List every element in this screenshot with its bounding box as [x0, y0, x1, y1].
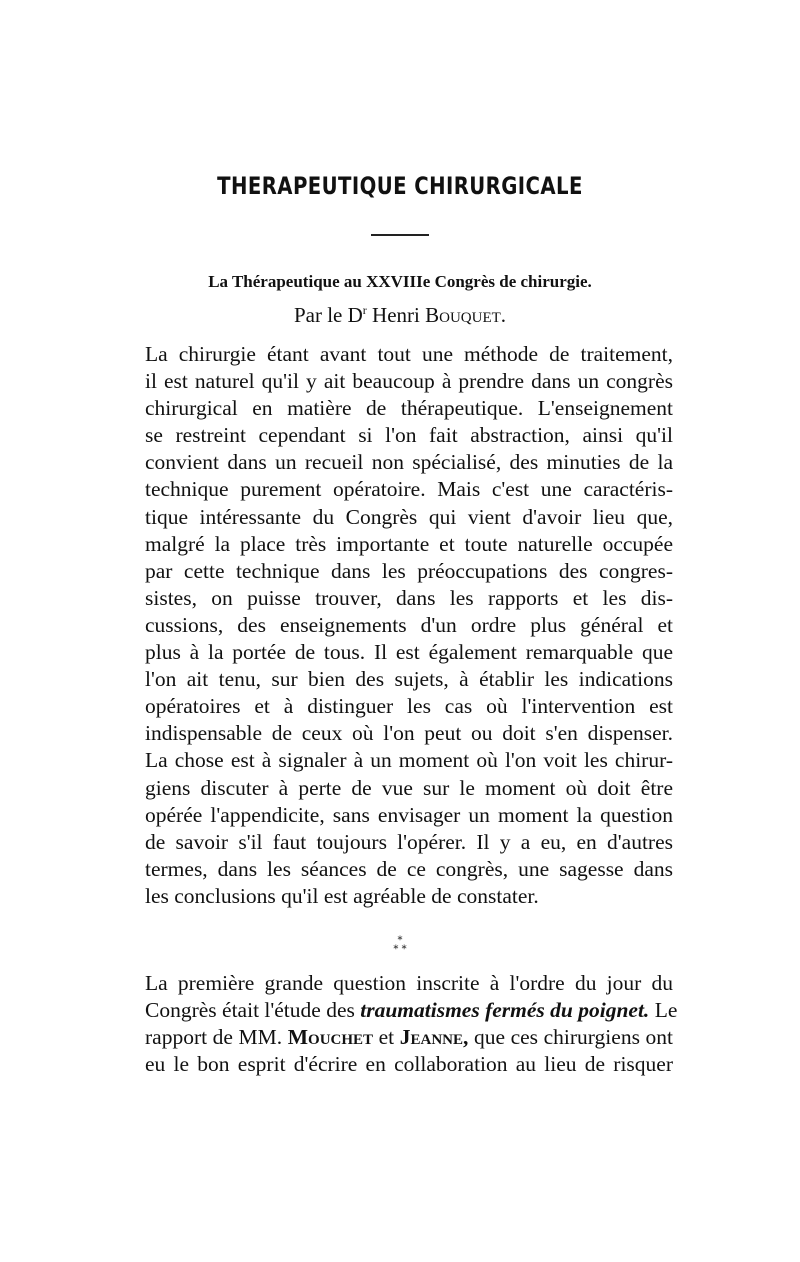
author-first-name: Henri: [372, 303, 420, 327]
paragraph-1-line: tique intéressante du Congrès qui vient d'avoir lieu que,: [145, 504, 673, 529]
paragraph-1-line: malgré la place très importante et toute naturelle occupée: [145, 531, 673, 556]
title-divider: [371, 234, 429, 236]
text-segment: que ces chirurgiens ont: [468, 1025, 673, 1050]
paragraph-2-line: La première grande question inscrite à l'ordre du jour du: [145, 971, 673, 995]
paragraph-1-line: chirurgical en matière de thérapeutique. L'enseignement: [145, 396, 673, 421]
paragraph-2-line: eu le bon esprit d'écrire en collaboration au lieu de risquer: [145, 1052, 673, 1077]
text-segment: Congrès était l'étude des: [145, 998, 361, 1023]
paragraph-1-line: opérée l'appendicite, sans envisager un moment la question: [145, 802, 673, 827]
paragraph-1-line: giens discuter à perte de vue sur le moment où doit être: [145, 775, 673, 800]
text-segment: et: [373, 1025, 400, 1050]
name-jeanne: Jeanne,: [399, 1025, 469, 1050]
name-mouchet: Mouchet: [287, 1025, 374, 1050]
article-subtitle: La Thérapeutique au XXVIIIe Congrès de chirurgie.: [208, 272, 592, 291]
paragraph-2: [129, 970, 678, 1078]
section-separator: * * *: [393, 935, 407, 955]
paragraph-1-line: l'on ait tenu, sur bien des sujets, à établir les indications: [145, 667, 673, 692]
paragraph-1-line: La chirurgie étant avant tout une méthode de traitement,: [145, 342, 673, 366]
paragraph-1-line: opératoires et à distinguer les cas où l'intervention est: [145, 694, 673, 719]
author-prefix-sup: r: [362, 303, 367, 317]
paragraph-1-line: il est naturel qu'il y ait beaucoup à prendre dans un congrès: [145, 369, 673, 394]
paragraph-1-line: cussions, des enseignements d'un ordre plus général et: [145, 612, 673, 637]
text-segment: rapport de MM.: [145, 1025, 288, 1050]
text-segment: Le: [649, 998, 678, 1023]
author-surname: Bouquet.: [425, 303, 507, 327]
author-prefix: Par le D: [293, 303, 363, 327]
paragraph-1-line: termes, dans les séances de ce congrès, une sagesse dans: [145, 856, 673, 881]
paragraph-1: [129, 341, 673, 910]
paragraph-1-line: par cette technique dans les préoccupations des congres-: [145, 558, 673, 583]
paragraph-2-line: [129, 997, 678, 1024]
paragraph-1-line: plus à la portée de tous. Il est également remarquable que: [145, 640, 673, 665]
paragraph-2-line: [129, 1024, 673, 1051]
emphasis-topic: traumatismes fermés du poignet.: [360, 998, 650, 1023]
paragraph-1-line: indispensable de ceux où l'on peut ou doit s'en dispenser.: [145, 721, 673, 746]
paragraph-1-line: de savoir s'il faut toujours l'opérer. Il y a eu, en d'autres: [145, 829, 673, 854]
paragraph-1-line: les conclusions qu'il est agréable de constater.: [145, 883, 539, 908]
paragraph-1-line: convient dans un recueil non spécialisé, des minuties de la: [145, 450, 673, 475]
paragraph-1-line: La chose est à signaler à un moment où l'on voit les chirur-: [145, 748, 673, 773]
paragraph-1-line: sistes, on puisse trouver, dans les rapports et les dis-: [145, 585, 673, 610]
article-author: [0, 303, 800, 328]
paragraph-1-line: technique purement opératoire. Mais c'est une caractéris-: [145, 477, 673, 502]
page-title: THERAPEUTIQUE CHIRURGICALE: [217, 172, 583, 200]
paragraph-1-line: se restreint cependant si l'on fait abstraction, ainsi qu'il: [145, 423, 673, 448]
